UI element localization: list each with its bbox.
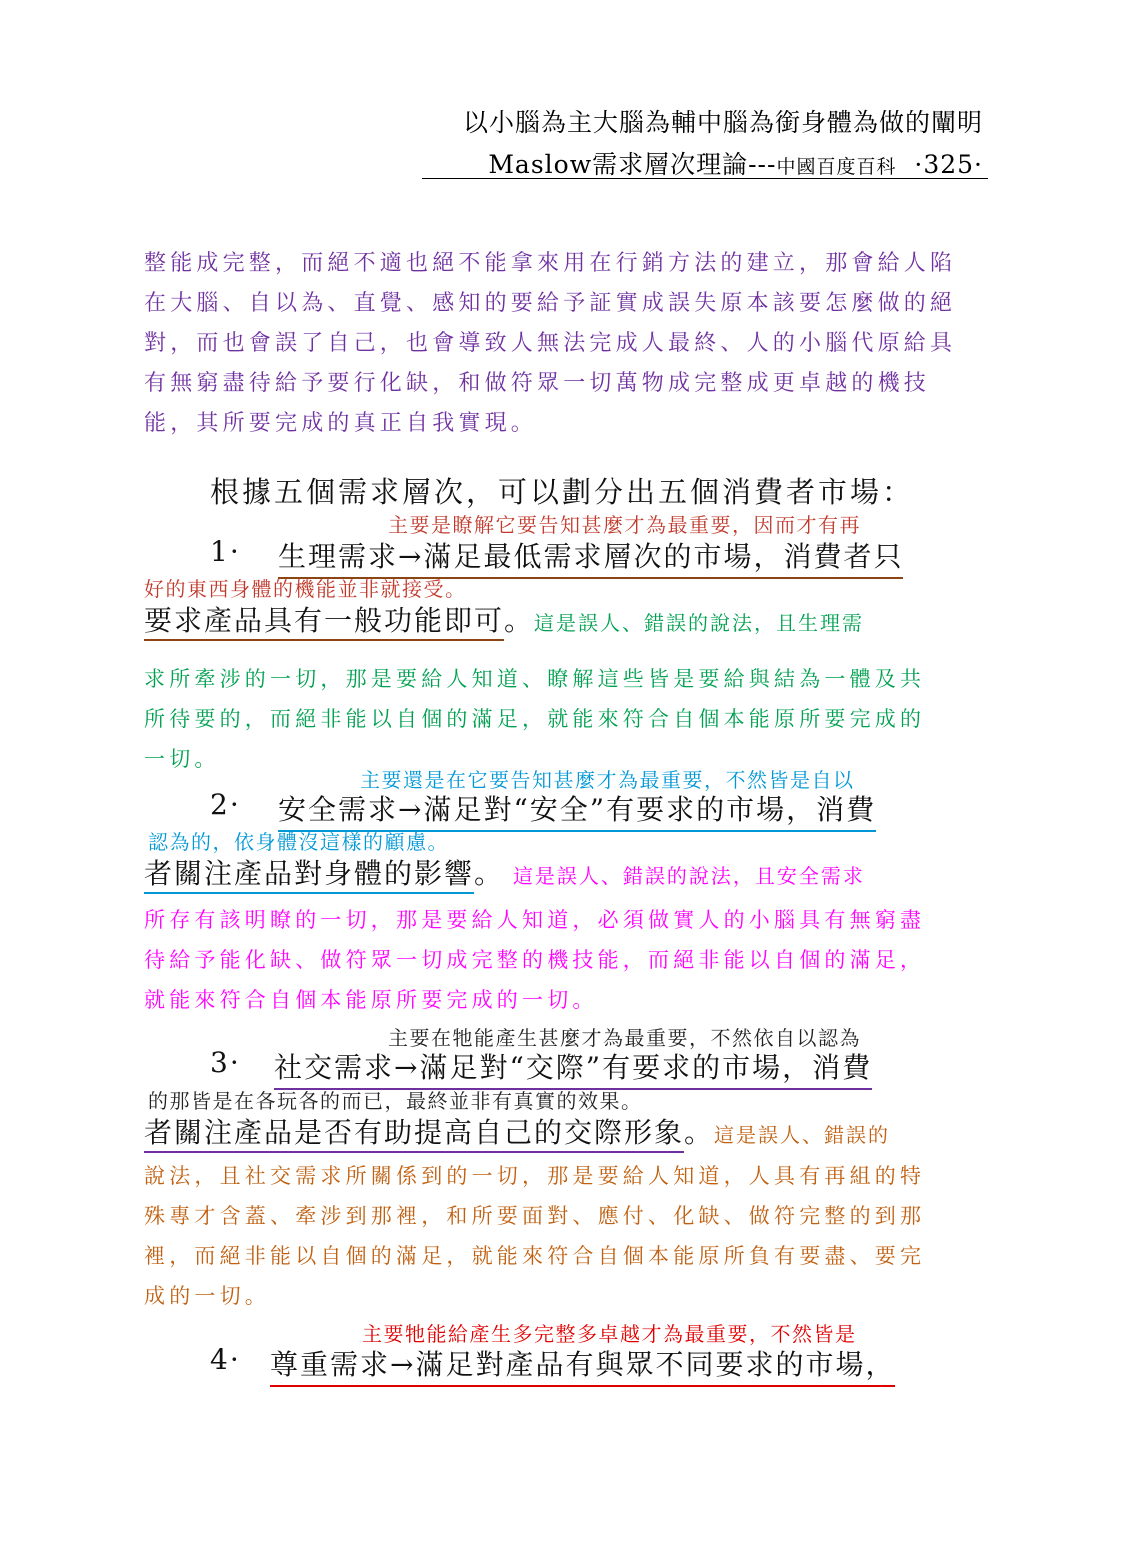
text-line: 求所牽涉的一切，那是要給人知道、瞭解這些皆是要給與結為一體及共 bbox=[144, 667, 926, 691]
item2-period: 。 bbox=[474, 857, 505, 890]
item2-comment-first: 這是誤人、錯誤的說法，且安全需求 bbox=[512, 864, 865, 888]
item4-title: 尊重需求→滿足對產品有與眾不同要求的市場， bbox=[270, 1343, 895, 1387]
header-source-label: 中國百度百科 bbox=[776, 156, 897, 178]
item1-title: 生理需求→滿足最低需求層次的市場，消費者只 bbox=[278, 535, 903, 579]
text-line: 成的一切。 bbox=[144, 1284, 270, 1308]
item3-title-line2 bbox=[144, 1111, 890, 1151]
item1-comment-first: 這是誤人、錯誤的說法，且生理需 bbox=[534, 611, 865, 635]
text-line: 就能來符合自個本能原所要完成的一切。 bbox=[144, 988, 598, 1012]
text-line: 有無窮盡待給予要行化缺，和做符眾一切萬物成完整成更卓越的機技 bbox=[144, 371, 931, 396]
item3-title-cont: 者關注產品是否有助提高自己的交際形象 bbox=[144, 1116, 684, 1153]
item2-comment bbox=[144, 900, 989, 1020]
item4-number: 4· bbox=[210, 1343, 241, 1376]
text-line: 所待要的，而絕非能以自個的滿足，就能來符合自個本能原所要完成的 bbox=[144, 707, 926, 731]
item1-title-line2 bbox=[144, 599, 864, 639]
text-line: 在大腦、自以為、直覺、感知的要給予証實成誤失原本該要怎麼做的絕 bbox=[144, 291, 957, 316]
item2-annotation-bottom: 認為的，依身體沒這樣的顧慮。 bbox=[148, 830, 449, 854]
item2-title: 安全需求→滿足對“安全”有要求的市場，消費 bbox=[278, 788, 876, 832]
running-header-subtitle bbox=[488, 145, 983, 181]
text-line: 整能成完整，而絕不適也絕不能拿來用在行銷方法的建立，那會給人陷 bbox=[144, 251, 957, 276]
text-line: 裡，而絕非能以自個的滿足，就能來符合自個本能原所負有要盡、要完 bbox=[144, 1244, 926, 1268]
text-line: 說法，且社交需求所關係到的一切，那是要給人知道，人具有再組的特 bbox=[144, 1164, 926, 1188]
item2-title-line2 bbox=[144, 852, 865, 892]
header-theory-label: Maslow需求層次理論--- bbox=[488, 150, 777, 179]
item2-title-cont: 者關注產品對身體的影響 bbox=[144, 857, 474, 894]
text-line: 待給予能化缺、做符眾一切成完整的機技能，而絕非能以自個的滿足， bbox=[144, 948, 926, 972]
item1-title-cont: 要求產品具有一般功能即可 bbox=[144, 604, 504, 641]
item3-number: 3· bbox=[210, 1046, 241, 1079]
text-line: 對，而也會誤了自己，也會導致人無法完成人最終、人的小腦代原給具 bbox=[144, 331, 957, 356]
item1-annotation-bottom: 好的東西身體的機能並非就接受。 bbox=[144, 577, 467, 601]
item1-comment bbox=[144, 659, 989, 779]
item2-number: 2· bbox=[210, 788, 241, 821]
text-line: 殊專才含蓋、牽涉到那裡，和所要面對、應付、化缺、做符完整的到那 bbox=[144, 1204, 926, 1228]
item4-annotation-top: 主要牠能給產生多完整多卓越才為最重要，不然皆是 bbox=[362, 1322, 857, 1346]
text-line: 一切。 bbox=[144, 747, 220, 771]
text-line: 能，其所要完成的真正自我實現。 bbox=[144, 411, 538, 436]
header-rule bbox=[422, 178, 988, 179]
page-number: ·325· bbox=[914, 150, 983, 179]
item3-comment-first: 這是誤人、錯誤的 bbox=[714, 1123, 891, 1147]
item1-period: 。 bbox=[504, 604, 535, 637]
item3-title: 社交需求→滿足對“交際”有要求的市場，消費 bbox=[274, 1046, 872, 1090]
running-header-title: 以小腦為主大腦為輔中腦為銜身體為做的闡明 bbox=[462, 108, 983, 137]
item3-annotation-top: 主要在牠能產生甚麼才為最重要，不然依自以認為 bbox=[388, 1026, 861, 1050]
item2-annotation-top: 主要還是在它要告知甚麼才為最重要，不然皆是自以 bbox=[360, 768, 855, 792]
item1-number: 1· bbox=[210, 535, 241, 568]
item3-comment bbox=[144, 1156, 989, 1316]
item3-annotation-bottom: 的那皆是在各玩各的而已，最終並非有真實的效果。 bbox=[148, 1089, 643, 1113]
item1-annotation-top: 主要是瞭解它要告知甚麼才為最重要，因而才有再 bbox=[388, 513, 861, 537]
section-heading: 根據五個需求層次，可以劃分出五個消費者市場： bbox=[210, 475, 915, 509]
text-line: 所存有該明瞭的一切，那是要給人知道，必須做實人的小腦具有無窮盡 bbox=[144, 908, 926, 932]
intro-paragraph bbox=[144, 244, 989, 444]
item3-period: 。 bbox=[684, 1116, 715, 1149]
